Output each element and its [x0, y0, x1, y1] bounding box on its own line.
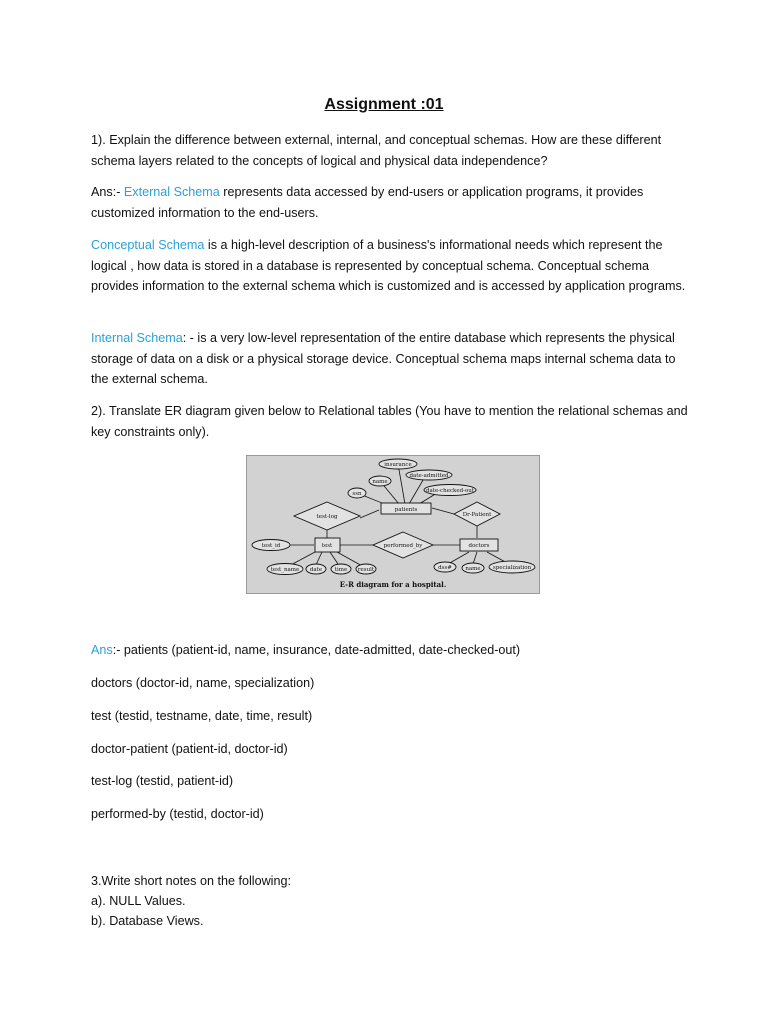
attr-date-checked-out: date-checked-out [425, 488, 475, 494]
test-log-schema: test-log (testid, patient-id) [91, 774, 234, 788]
attr-specialization: specialization [492, 565, 532, 571]
answer-internal-schema [91, 328, 691, 390]
external-schema-text: represents data accessed by end-users or application programs, it provides customized information to the end-users. [91, 185, 644, 220]
page-title [0, 96, 768, 114]
attr-name: name [372, 479, 388, 485]
title-word: Assignment [324, 96, 421, 113]
er-diagram-figure [246, 455, 540, 594]
performed-by-schema: performed-by (testid, doctor-id) [91, 807, 264, 821]
relationship-test-log: test-log [316, 514, 338, 520]
relationship-dr-patient: Dr-Patient [462, 512, 492, 518]
question-3-item-a: a). NULL Values. [91, 894, 186, 908]
title-number: :01 [420, 96, 444, 113]
attr-dss: dss# [438, 565, 452, 571]
attr-test-id: test_id [261, 543, 281, 549]
answer-2-first-line [91, 640, 691, 661]
internal-schema-term: Internal Schema [91, 331, 183, 345]
entity-test: test [321, 543, 333, 549]
test-schema: test (testid, testname, date, time, result) [91, 709, 313, 723]
answer-prefix: Ans:- [91, 185, 124, 199]
attr-date: date [309, 567, 323, 573]
answer-external-schema [91, 182, 691, 223]
doctor-patient-schema: doctor-patient (patient-id, doctor-id) [91, 742, 288, 756]
question-3: 3.Write short notes on the following: [91, 874, 291, 888]
answer-2-label: Ans [91, 643, 113, 657]
answer-conceptual-schema [91, 235, 691, 297]
er-diagram [247, 456, 539, 593]
conceptual-schema-text: is a high-level description of a business's informational needs which represent the logical , how data is stored in a database is represented by conceptual schema. Conceptual schema provides information to the external schema which is customized and is accessed by application programs. [91, 238, 686, 294]
attr-date-admitted: date-admitted [409, 473, 449, 479]
attr-time: time [334, 567, 348, 573]
entity-doctors: doctors [468, 543, 490, 549]
attr-ssn: ssn [352, 491, 362, 497]
question-3-item-b: b). Database Views. [91, 914, 204, 928]
attr-doctor-name: name [465, 566, 481, 572]
diagram-caption: E-R diagram for a hospital. [339, 580, 447, 589]
relationship-performed-by: performed_by [383, 543, 423, 549]
external-schema-term: External Schema [123, 185, 220, 199]
question-2: 2). Translate ER diagram given below to Relational tables (You have to mention the relational schemas and key constraints only). [91, 404, 688, 439]
entity-patients: patients [394, 507, 418, 513]
internal-schema-text: : - is a very low-level representation of the entire database which represents the physical storage of data on a disk or a physical storage device. Conceptual schema maps internal schema data to the external schema. [91, 331, 676, 387]
doctors-schema: doctors (doctor-id, name, specialization) [91, 676, 315, 690]
patients-schema: :- patients (patient-id, name, insurance, date-admitted, date-checked-out) [112, 643, 521, 657]
attr-test-name: test_name [270, 567, 300, 573]
conceptual-schema-term: Conceptual Schema [91, 238, 205, 252]
question-1: 1). Explain the difference between external, internal, and conceptual schemas. How are these different schema layers related to the concepts of logical and physical data independence? [91, 133, 662, 168]
attr-insurance: insurance [384, 462, 412, 468]
attr-result: result [357, 567, 375, 573]
